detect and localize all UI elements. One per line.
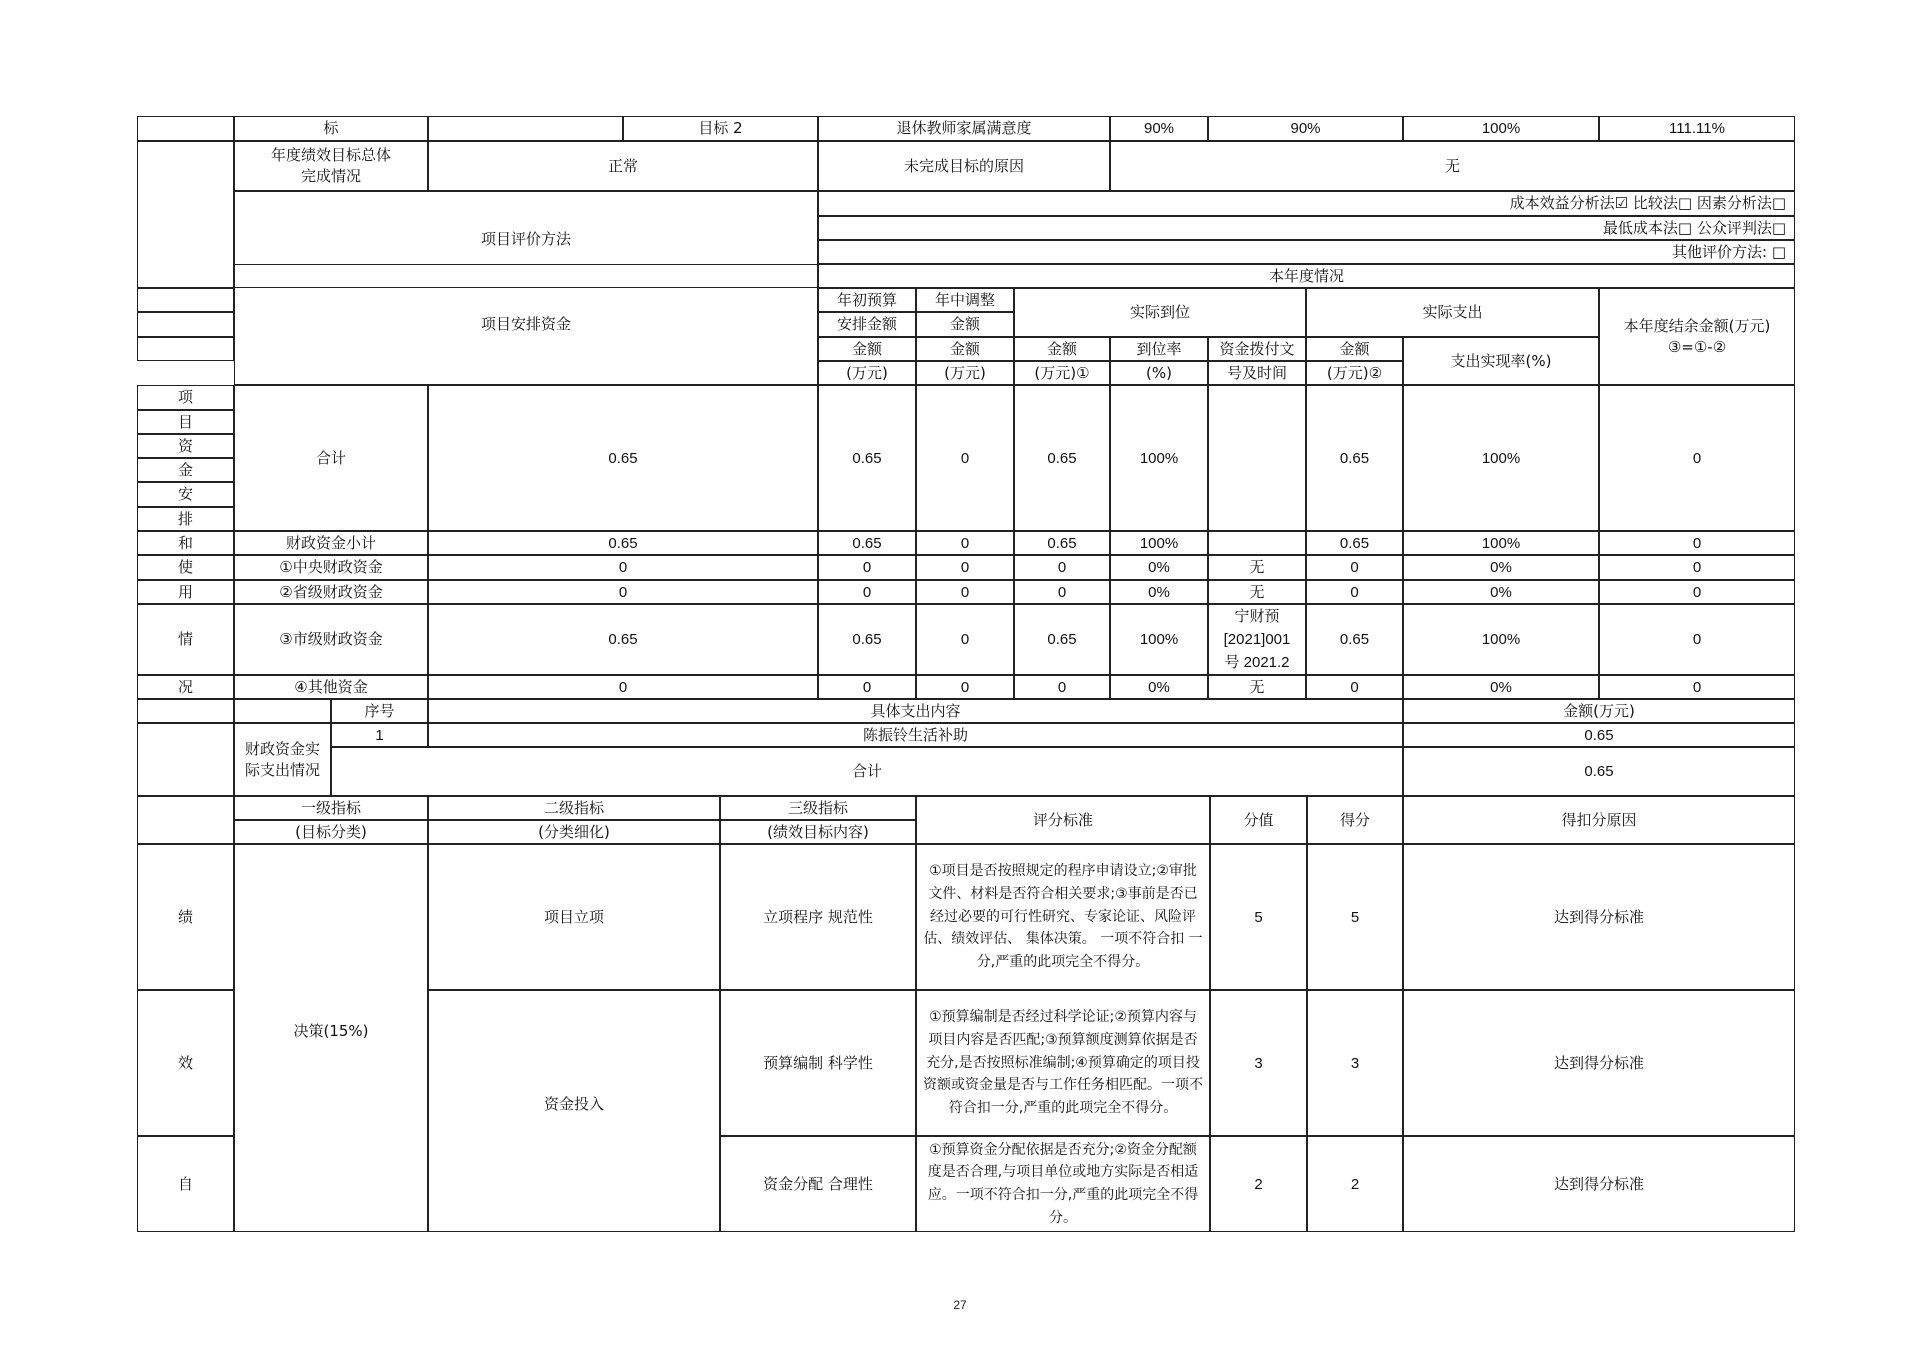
score-cell: 5	[1307, 844, 1403, 990]
level1-decision: 决策(15%)	[234, 844, 428, 1232]
target-completion-rate: 100%	[1403, 116, 1599, 141]
section-char: 自	[137, 1136, 234, 1232]
fund-adjust: 0	[916, 531, 1014, 555]
fund-balance: 0	[1599, 555, 1795, 580]
section-char: 和	[137, 531, 234, 555]
section-char: 效	[137, 990, 234, 1136]
fund-arranged: 0	[428, 675, 818, 699]
fund-balance: 0	[1599, 580, 1795, 604]
unfinished-reason-value: 无	[1110, 141, 1795, 191]
blank-cell	[137, 796, 234, 844]
fund-row-label: ②省级财政资金	[234, 580, 428, 604]
fund-doc	[1208, 604, 1306, 675]
expenditure-content-header: 具体支出内容	[428, 699, 1403, 723]
section-char: 项	[137, 385, 234, 410]
expenditure-section-label: 财政资金实际支出情况	[234, 723, 331, 796]
fund-arrival: 0.65	[1014, 604, 1110, 675]
score-cell: 3	[1307, 990, 1403, 1136]
fund-row-label: ①中央财政资金	[234, 555, 428, 580]
fund-row-label: 合计	[234, 385, 428, 531]
level3-cell: 立项程序 规范性	[720, 844, 916, 990]
fund-expenditure: 0	[1306, 580, 1403, 604]
expenditure-amount-header: 金额	[1306, 337, 1403, 361]
section-char: 安	[137, 482, 234, 507]
fund-arranged: 0.65	[428, 604, 818, 675]
fund-balance: 0	[1599, 531, 1795, 555]
target-name: 目标 2	[623, 116, 818, 141]
arrival-rate-unit: (%)	[1110, 361, 1208, 385]
initial-budget-header: 金额	[818, 337, 916, 361]
fund-doc	[1208, 531, 1306, 555]
fund-doc-line: 号 2021.2	[1224, 654, 1290, 672]
blank-cell	[137, 723, 234, 796]
fund-adjust: 0	[916, 580, 1014, 604]
fund-adjust: 0	[916, 385, 1014, 531]
fund-initial: 0	[818, 580, 916, 604]
fund-initial: 0.65	[818, 604, 916, 675]
actual-arrival-header: 实际到位	[1014, 288, 1306, 337]
fund-row-label: ③市级财政资金	[234, 604, 428, 675]
fund-initial: 0	[818, 675, 916, 699]
fund-arrival-rate: 100%	[1110, 531, 1208, 555]
arrival-amount-header: 金额	[1014, 337, 1110, 361]
section-char: 排	[137, 507, 234, 531]
fund-adjust: 0	[916, 555, 1014, 580]
level2-header: 二级指标	[428, 796, 720, 820]
score-cell: 2	[1307, 1136, 1403, 1232]
fund-balance: 0	[1599, 385, 1795, 531]
points-cell: 3	[1210, 990, 1307, 1136]
points-cell: 2	[1210, 1136, 1307, 1232]
fund-row-label: ④其他资金	[234, 675, 428, 699]
score-header: 得分	[1307, 796, 1403, 844]
level1-header: 一级指标	[234, 796, 428, 820]
completion-label: 年度绩效目标总体完成情况	[234, 141, 428, 191]
balance-header-formula: ③=①-②	[1667, 337, 1727, 356]
fund-arrival-rate: 100%	[1110, 604, 1208, 675]
fund-initial: 0.65	[818, 385, 916, 531]
page-number: 27	[953, 1298, 967, 1312]
section-char: 资	[137, 434, 234, 458]
evaluation-method-line-2: 最低成本法□ 公众评判法□	[818, 216, 1795, 240]
fund-adjust: 0	[916, 675, 1014, 699]
initial-budget-header: 年初预算	[818, 288, 916, 312]
fund-arranged: 0.65	[428, 531, 818, 555]
criteria-cell: ①预算资金分配依据是否充分;②资金分配额度是否合理,与项目单位或地方实际是否相适应。一项不符合扣一分,严重的此项完全不得分。	[916, 1136, 1210, 1232]
fund-arrival: 0	[1014, 675, 1110, 699]
criteria-header: 评分标准	[916, 796, 1210, 844]
blank-cell	[137, 116, 234, 141]
criteria-cell: ①项目是否按照规定的程序申请设立;②审批文件、材料是否符合相关要求;③事前是否已经过必要的可行性研究、专家论证、风险评估、绩效评估、 集体决策。 一项不符合扣 一分,严重的此项完全不得分。	[916, 844, 1210, 990]
fund-doc-line: 宁财预	[1234, 607, 1280, 625]
fund-expenditure-rate: 100%	[1403, 385, 1599, 531]
arrival-rate-header: 到位率	[1110, 337, 1208, 361]
fund-adjust: 0	[916, 604, 1014, 675]
fund-arrival: 0.65	[1014, 385, 1110, 531]
midyear-adjust-header: 金额	[916, 312, 1014, 337]
blank-cell	[428, 116, 623, 141]
fund-arrival-rate: 100%	[1110, 385, 1208, 531]
points-header: 分值	[1210, 796, 1307, 844]
level2-cell: 项目立项	[428, 844, 720, 990]
fund-initial: 0	[818, 555, 916, 580]
funding-doc-header: 资金拨付文	[1208, 337, 1306, 361]
actual-expenditure-header: 实际支出	[1306, 288, 1599, 337]
level3-header-note: (绩效目标内容)	[720, 820, 916, 844]
blank-cell	[137, 337, 234, 361]
reason-cell: 达到得分标准	[1403, 990, 1795, 1136]
blank-cell	[234, 699, 331, 723]
fund-balance: 0	[1599, 604, 1795, 675]
level1-header-note: (目标分类)	[234, 820, 428, 844]
section-char: 金	[137, 458, 234, 482]
fund-expenditure-rate: 0%	[1403, 675, 1599, 699]
arranged-funds-header: 项目安排资金	[234, 264, 818, 385]
target-score-rate: 111.11%	[1599, 116, 1795, 141]
criteria-cell: ①预算编制是否经过科学论证;②预算内容与项目内容是否匹配;③预算额度测算依据是否充分,是否按照标准编制;④预算确定的项目投资额或资金量是否与工作任务相匹配。一项不符合扣一分,严重的此项完全不得分。	[916, 990, 1210, 1136]
expenditure-amount-unit: (万元)②	[1306, 361, 1403, 385]
initial-budget-header: 安排金额	[818, 312, 916, 337]
fund-doc: 无	[1208, 555, 1306, 580]
fund-arrival-rate: 0%	[1110, 580, 1208, 604]
expenditure-item-amount: 0.65	[1403, 723, 1795, 747]
unfinished-reason-label: 未完成目标的原因	[818, 141, 1110, 191]
fund-doc	[1208, 385, 1306, 531]
expenditure-amount-header: 金额(万元)	[1403, 699, 1795, 723]
points-cell: 5	[1210, 844, 1307, 990]
reason-header: 得扣分原因	[1403, 796, 1795, 844]
evaluation-method-line-3: 其他评价方法: □	[818, 240, 1795, 264]
section-char: 情	[137, 604, 234, 675]
fund-arranged: 0	[428, 580, 818, 604]
fund-row-label: 财政资金小计	[234, 531, 428, 555]
initial-budget-unit: (万元)	[818, 361, 916, 385]
fund-expenditure: 0.65	[1306, 385, 1403, 531]
completion-value: 正常	[428, 141, 818, 191]
balance-header-line: 本年度结余金额(万元)	[1623, 316, 1771, 335]
fund-expenditure: 0.65	[1306, 604, 1403, 675]
midyear-adjust-unit: (万元)	[916, 361, 1014, 385]
midyear-adjust-header: 金额	[916, 337, 1014, 361]
target-indicator: 退休教师家属满意度	[818, 116, 1110, 141]
section-char: 用	[137, 580, 234, 604]
expenditure-total-label: 合计	[331, 747, 1403, 796]
fund-initial: 0.65	[818, 531, 916, 555]
fund-expenditure-rate: 100%	[1403, 604, 1599, 675]
level2-cell: 资金投入	[428, 990, 720, 1232]
funding-doc-header: 号及时间	[1208, 361, 1306, 385]
level3-cell: 预算编制 科学性	[720, 990, 916, 1136]
fund-expenditure: 0.65	[1306, 531, 1403, 555]
reason-cell: 达到得分标准	[1403, 844, 1795, 990]
blank-cell	[137, 699, 234, 723]
seq-header: 序号	[331, 699, 428, 723]
evaluation-method-line-1: 成本效益分析法☑ 比较法□ 因素分析法□	[818, 191, 1795, 216]
fund-expenditure-rate: 0%	[1403, 555, 1599, 580]
fund-arranged: 0.65	[428, 385, 818, 531]
expenditure-rate-header: 支出实现率(%)	[1403, 337, 1599, 385]
level2-header-note: (分类细化)	[428, 820, 720, 844]
fund-arrival: 0	[1014, 580, 1110, 604]
target-actual-value: 90%	[1208, 116, 1403, 141]
target-planned-value: 90%	[1110, 116, 1208, 141]
fund-arrival-rate: 0%	[1110, 675, 1208, 699]
fund-doc: 无	[1208, 580, 1306, 604]
performance-table	[137, 116, 1795, 1232]
expenditure-item-content: 陈振铃生活补助	[428, 723, 1403, 747]
expenditure-item-seq: 1	[331, 723, 428, 747]
fund-balance: 0	[1599, 675, 1795, 699]
fund-doc: 无	[1208, 675, 1306, 699]
blank-cell	[137, 312, 234, 337]
section-char: 绩	[137, 844, 234, 990]
arrival-amount-unit: (万元)①	[1014, 361, 1110, 385]
fund-arrival: 0	[1014, 555, 1110, 580]
level3-cell: 资金分配 合理性	[720, 1136, 916, 1232]
blank-cell	[137, 141, 234, 288]
midyear-adjust-header: 年中调整	[916, 288, 1014, 312]
expenditure-total-amount: 0.65	[1403, 747, 1795, 796]
fund-arranged: 0	[428, 555, 818, 580]
fund-expenditure: 0	[1306, 675, 1403, 699]
fund-expenditure: 0	[1306, 555, 1403, 580]
reason-cell: 达到得分标准	[1403, 1136, 1795, 1232]
evaluation-method-label: 项目评价方法	[234, 191, 818, 288]
fund-arrival: 0.65	[1014, 531, 1110, 555]
blank-cell	[137, 288, 234, 312]
level3-header: 三级指标	[720, 796, 916, 820]
section-char: 况	[137, 675, 234, 699]
fund-arrival-rate: 0%	[1110, 555, 1208, 580]
section-char: 目	[137, 410, 234, 434]
balance-header	[1599, 288, 1795, 385]
section-char: 使	[137, 555, 234, 580]
current-year-header: 本年度情况	[818, 264, 1795, 288]
target-row-label: 标	[234, 116, 428, 141]
fund-expenditure-rate: 100%	[1403, 531, 1599, 555]
fund-expenditure-rate: 0%	[1403, 580, 1599, 604]
fund-doc-line: [2021]001	[1223, 630, 1291, 648]
